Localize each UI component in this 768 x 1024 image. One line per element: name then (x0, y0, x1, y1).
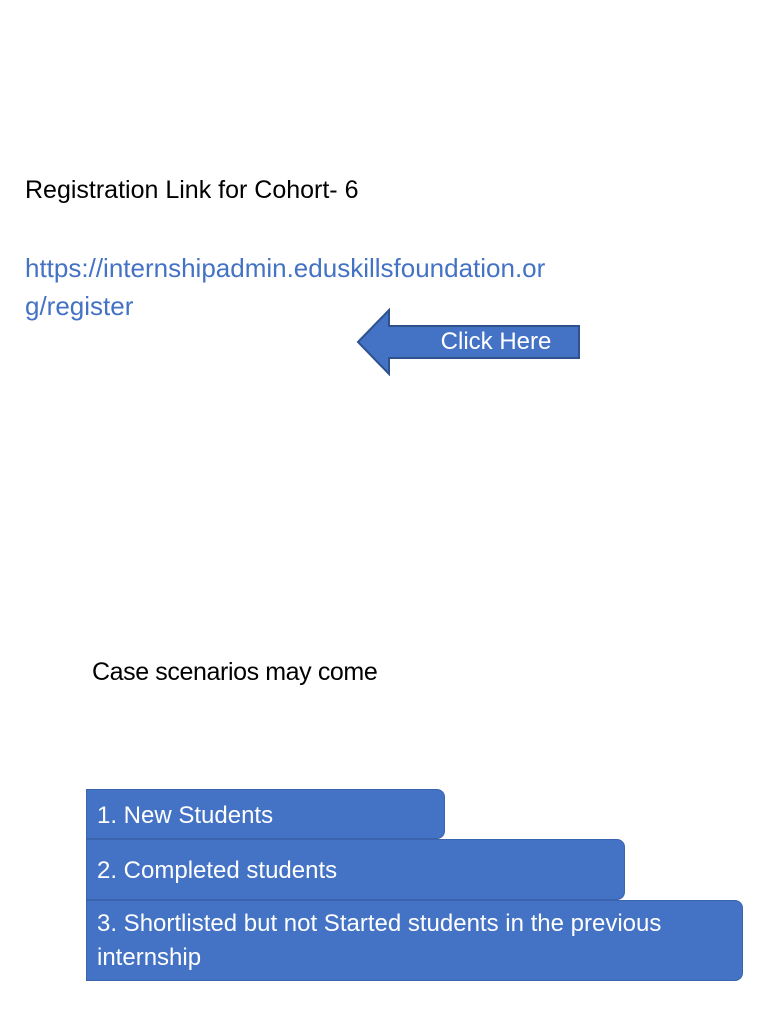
case-box-shortlisted-not-started[interactable]: 3. Shortlisted but not Started students in the previous internship (86, 900, 743, 981)
case-box-new-students[interactable]: 1. New Students (86, 789, 445, 839)
registration-link[interactable]: https://internshipadmin.eduskillsfoundation.org/register (25, 253, 546, 321)
click-here-label: Click Here (440, 328, 552, 355)
registration-heading: Registration Link for Cohort- 6 (25, 176, 359, 204)
click-here-button[interactable] (356, 308, 582, 376)
case-box-completed-students[interactable]: 2. Completed students (86, 839, 625, 900)
case-scenarios-heading: Case scenarios may come (92, 658, 378, 686)
